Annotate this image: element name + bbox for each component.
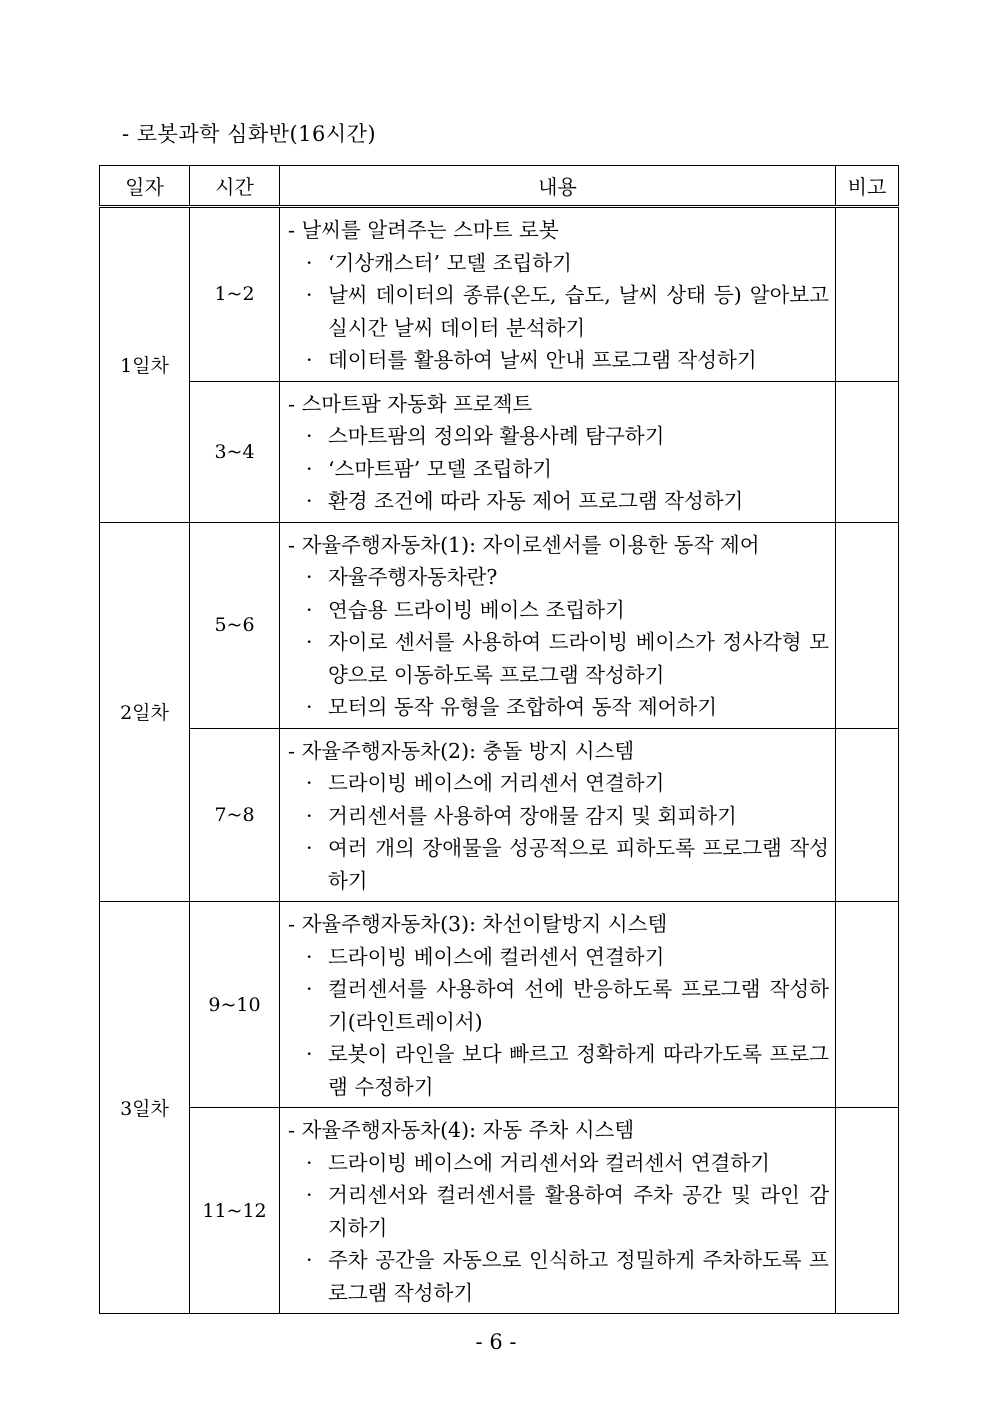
list-item: · 데이터를 활용하여 날씨 안내 프로그램 작성하기 — [306, 348, 757, 372]
session-time: 3~4 — [190, 381, 280, 522]
day-label: 1일차 — [100, 207, 190, 523]
header-note: 비고 — [836, 166, 899, 207]
day-label: 3일차 — [100, 902, 190, 1314]
table-header-row — [100, 166, 899, 207]
list-item: · 스마트팜의 정의와 활용사례 탐구하기 — [306, 424, 665, 448]
list-item: · ‘기상캐스터’ 모델 조립하기 — [306, 250, 572, 275]
list-item: · 여러 개의 장애물을 성공적으로 피하도록 프로그램 작성하기 — [306, 836, 829, 893]
table-row — [100, 728, 899, 902]
list-item: · 로봇이 라인을 보다 빠르고 정확하게 따라가도록 프로그램 수정하기 — [306, 1042, 829, 1099]
session-content — [280, 1108, 836, 1314]
list-item: · 환경 조건에 따라 자동 제어 프로그램 작성하기 — [306, 489, 744, 513]
session-time: 5~6 — [190, 522, 280, 728]
section-heading: - 로봇과학 심화반(16시간) — [122, 122, 377, 146]
session-time: 11~12 — [190, 1108, 280, 1314]
page-number: - 6 - — [475, 1330, 517, 1354]
session-content — [280, 207, 836, 382]
note-cell — [836, 207, 899, 382]
list-item: · 자율주행자동차란? — [306, 565, 498, 589]
table-row — [100, 1108, 899, 1314]
header-time: 시간 — [190, 166, 280, 207]
table-row — [100, 522, 899, 728]
session-title: - 자율주행자동차(4): 자동 주차 시스템 — [288, 1118, 635, 1142]
list-item: · 연습용 드라이빙 베이스 조립하기 — [306, 597, 625, 622]
header-content: 내용 — [280, 166, 836, 207]
list-item: · 자이로 센서를 사용하여 드라이빙 베이스가 정사각형 모양으로 이동하도록 프로그램 작성하기 — [306, 630, 829, 687]
session-time: 1~2 — [190, 207, 280, 382]
list-item: · 거리센서를 사용하여 장애물 감지 및 회피하기 — [306, 803, 737, 828]
list-item: · ‘스마트팜’ 모델 조립하기 — [306, 456, 553, 481]
session-title: - 자율주행자동차(2): 충돌 방지 시스템 — [288, 738, 635, 763]
note-cell — [836, 381, 899, 522]
table-row — [100, 381, 899, 522]
list-item: · 모터의 동작 유형을 조합하여 동작 제어하기 — [306, 695, 718, 719]
list-item: · 날씨 데이터의 종류(온도, 습도, 날씨 상태 등) 알아보고 실시간 날씨 데이터 분석하기 — [306, 283, 829, 340]
list-item: · 주차 공간을 자동으로 인식하고 정밀하게 주차하도록 프로그램 작성하기 — [306, 1248, 829, 1305]
session-title: - 스마트팜 자동화 프로젝트 — [288, 391, 533, 416]
list-item: · 드라이빙 베이스에 거리센서 연결하기 — [306, 771, 665, 795]
session-content — [280, 902, 836, 1108]
list-item: · 드라이빙 베이스에 컬러센서 연결하기 — [306, 944, 665, 969]
session-title: - 자율주행자동차(1): 자이로센서를 이용한 동작 제어 — [288, 532, 760, 557]
session-content — [280, 381, 836, 522]
session-time: 9~10 — [190, 902, 280, 1108]
day-label: 2일차 — [100, 522, 190, 902]
note-cell — [836, 902, 899, 1108]
session-title: - 날씨를 알려주는 스마트 로봇 — [288, 218, 559, 242]
session-title: - 자율주행자동차(3): 차선이탈방지 시스템 — [288, 912, 668, 936]
session-content — [280, 728, 836, 902]
note-cell — [836, 522, 899, 728]
session-time: 7~8 — [190, 728, 280, 902]
schedule-table — [99, 165, 899, 1314]
session-content — [280, 522, 836, 728]
header-day: 일자 — [100, 166, 190, 207]
list-item: · 드라이빙 베이스에 거리센서와 컬러센서 연결하기 — [306, 1150, 770, 1175]
table-row — [100, 902, 899, 1108]
list-item: · 거리센서와 컬러센서를 활용하여 주차 공간 및 라인 감지하기 — [306, 1183, 829, 1240]
note-cell — [836, 728, 899, 902]
note-cell — [836, 1108, 899, 1314]
table-row — [100, 207, 899, 382]
list-item: · 컬러센서를 사용하여 선에 반응하도록 프로그램 작성하기(라인트레이서) — [306, 977, 829, 1034]
